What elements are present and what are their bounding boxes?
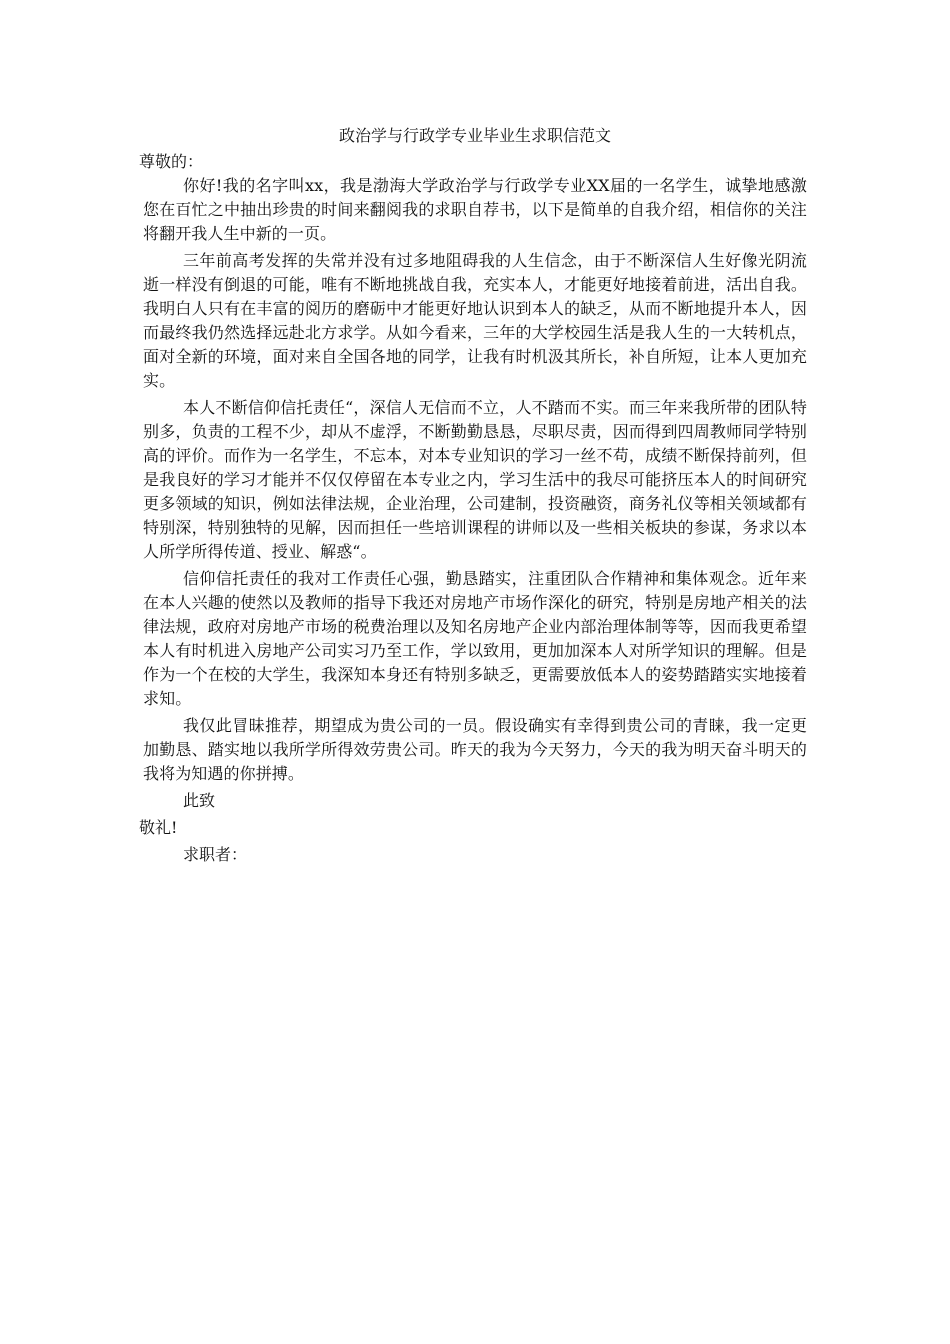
document-page xyxy=(139,124,807,870)
paragraph-interests: 信仰信托责任的我对工作责任心强，勤恳踏实，注重团队合作精神和集体观念。近年来在本人兴趣的使然以及教师的指导下我还对房地产市场作深化的研究，特别是房地产相关的法律法规，政府对房地产市场的税费治理以及知名房地产企业内部治理体制等等，因而我更希望本人有时机进入房地产公司实习乃至工作，学以致用，更加加深本人对所学知识的理解。但是作为一个在校的大学生，我深知本身还有特别多缺乏，更需要放低本人的姿势踏踏实实地接着求知。 xyxy=(143,569,807,708)
closing-salute: 敬礼! xyxy=(139,818,178,837)
paragraph-responsibility: 本人不断信仰信托责任“，深信人无信而不立，人不踏而不实。而三年来我所带的团队特别多，负责的工程不少，却从不虚浮，不断勤勤恳恳，尽职尽责，因而得到四周教师同学特别高的评价。而作为一名学生，不忘本，对本专业知识的学习一丝不苟，成绩不断保持前列，但是我良好的学习才能并不仅仅停留在本专业之内，学习生活中的我尽可能挤压本人的时间研究更多领域的知识，例如法律法规，企业治理，公司建制，投资融资，商务礼仪等相关领域都有特别深，特别独特的见解，因而担任一些培训课程的讲师以及一些相关板块的参谋，务求以本人所学所得传道、授业、解惑“。 xyxy=(143,398,807,561)
salutation: 尊敬的： xyxy=(139,152,204,171)
closing-regards: 此致 xyxy=(183,791,216,810)
paragraph-background: 三年前高考发挥的失常并没有过多地阻碍我的人生信念，由于不断深信人生好像光阴流逝一样没有倒退的可能，唯有不断地挑战自我，充实本人，才能更好地接着前进，活出自我。我明白人只有在丰富的阅历的磨砺中才能更好地认识到本人的缺乏，从而不断地提升本人，因而最终我仍然选择远赴北方求学。从如今看来，三年的大学校园生活是我人生的一大转机点，面对全新的环境，面对来自全国各地的同学，让我有时机汲其所长，补自所短，让本人更加充实。 xyxy=(143,251,807,390)
document-title: 政治学与行政学专业毕业生求职信范文 xyxy=(338,126,611,145)
paragraph-intro: 你好!我的名字叫xx，我是渤海大学政治学与行政学专业XX届的一名学生，诚挚地感激您在百忙之中抽出珍贵的时间来翻阅我的求职自荐书，以下是简单的自我介绍，相信你的关注将翻开我人生中新的一页。 xyxy=(143,176,807,243)
paragraph-recommendation: 我仅此冒昧推荐，期望成为贵公司的一员。假设确实有幸得到贵公司的青睐，我一定更加勤恳、踏实地以我所学所得效劳贵公司。昨天的我为今天努力，今天的我为明天奋斗明天的我将为知遇的你拼搏。 xyxy=(143,716,807,783)
signature-label: 求职者： xyxy=(183,845,248,864)
